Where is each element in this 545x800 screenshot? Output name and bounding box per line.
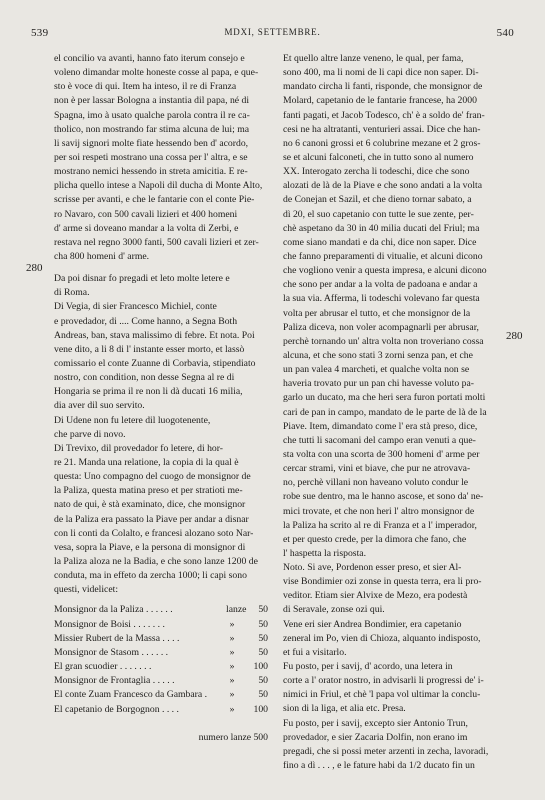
- text-line: un pan valea 4 marcheti, et qualche volta non se: [283, 364, 470, 376]
- text-line: garlo un ducato, ma che heri sera furon portati molti: [283, 392, 486, 404]
- text-line: Spagna, imo à usato qualche parola contra il re ca-: [54, 109, 250, 121]
- unit-label: lanze: [226, 604, 247, 616]
- left-page-number: 539: [31, 27, 49, 39]
- text-line: mici trovate, et che non heri l' altro monsignor de: [283, 505, 475, 517]
- text-line: sta volta con una scorta de 300 homeni d' arme per: [283, 448, 480, 460]
- text-line: cha 800 homeni d' arme.: [54, 250, 150, 262]
- unit-label: »: [229, 689, 235, 701]
- text-line: sion di la liga, et alia etc. Presa.: [283, 703, 406, 715]
- text-line: Di Udene non fu letere dil luogotenente,: [54, 414, 211, 426]
- text-line: chè aspetano da 30 in 40 milia ducati del Friul; ma: [283, 222, 480, 234]
- paragraph-pregadi: [54, 272, 268, 300]
- text-line: che fanno preparamenti di vitualie, et alcuni dicono: [283, 250, 483, 262]
- text-line: la Paliza aloza ne la Badia, e che sono lanze 1200 de: [54, 555, 258, 567]
- text-line: alozati de là de la Piave e che sono andati a la volta: [283, 180, 483, 192]
- unit-label: »: [229, 646, 235, 658]
- paragraph-vegia: [54, 300, 268, 413]
- unit-label: »: [229, 703, 235, 715]
- text-line: no, perchè villani non haveano voluto condur le: [283, 477, 469, 489]
- text-line: no 6 canoni grossi et 6 colubrine mezane et 2 gros-: [283, 137, 481, 149]
- commander-name: Monsignor de Boisi . . . . . . .: [54, 618, 165, 630]
- text-line: che tutti li sacomani del campo eran venuti a que-: [283, 434, 476, 446]
- text-line: Da poi disnar fo pregadi et leto molte letere e: [54, 273, 230, 285]
- text-line: Molard, capetanio de le fantarie francese, ha 2000: [283, 95, 477, 107]
- text-line: veditor. Etiam sier Alvixe de Mezo, era podestà: [283, 590, 468, 602]
- text-line: la Paliza ha scrito al re di Franza et a l' imperador,: [283, 519, 477, 531]
- unit-label: »: [229, 661, 235, 673]
- text-line: questa: Uno compagno del cuogo de monsignor de: [54, 471, 251, 483]
- text-line: pregadi, che si possi meter arzenti in zecha, lavoradi,: [283, 745, 489, 757]
- unit-label: »: [229, 675, 235, 687]
- text-line: perchè tornando un' altra volta non troveriano cossa: [283, 335, 484, 347]
- text-line: Vene eri sier Andrea Bondimier, era capetanio: [283, 618, 462, 630]
- text-line: Hongaria se prima il re non li dà ducati 16 milia,: [54, 386, 243, 398]
- lance-count: 50: [258, 689, 268, 701]
- text-line: restava nel regno 3000 fanti, 500 cavali lizieri et zer-: [54, 236, 259, 248]
- text-line: scrisse per avanti, e che le fantarie con el conte Pie-: [54, 194, 255, 206]
- text-line: fino a dì . . . , e le fature habi da 1/2 ducato fin un: [283, 760, 475, 772]
- text-line: alcuna, et che sono stati 3 zorni senza pan, et che: [283, 349, 473, 361]
- paragraph-udene: [54, 414, 268, 442]
- unit-label: »: [229, 632, 235, 644]
- text-line: l' haspetta la risposta.: [283, 547, 366, 559]
- left-column: [54, 52, 268, 745]
- text-line: nostro, con condition, non desse Segna al re di: [54, 372, 235, 384]
- text-line: Noto. Si ave, Pordenon esser preso, et sier Al-: [283, 562, 462, 574]
- text-line: voleno dimandar molte honeste cosse al papa, e que-: [54, 67, 259, 79]
- text-line: non è per lassar Bologna a instantia dil papa, né di: [54, 95, 250, 107]
- text-line: conduta, ma in effeto da zercha 1000; li capi sono: [54, 570, 247, 582]
- commander-name: El gran scuodier . . . . . . .: [54, 661, 152, 673]
- left-margin-note: 280: [26, 262, 43, 274]
- text-line: nato de qui, è stà examinato, dice, che monsignor: [54, 499, 246, 511]
- lance-count: 50: [258, 632, 268, 644]
- lance-count: 50: [258, 646, 268, 658]
- text-line: haveria trovato pur un pan chi havesse voluto pa-: [283, 378, 474, 390]
- text-line: provedador, e sier Zacaria Dolfin, non erano im: [283, 731, 468, 743]
- text-line: se et alcuni falconeti, che in tutto sono al numero: [283, 151, 474, 163]
- text-line: di Roma.: [54, 287, 90, 299]
- text-line: tholico, non mostrando far stima alcuna de lui; ma: [54, 123, 250, 135]
- text-line: dì 20, el suo capetanio con tutte le sue zente, per-: [283, 208, 474, 220]
- text-line: et per questo crede, per la dimora che fano, che: [283, 533, 467, 545]
- text-line: vene dito, a li 8 di l' instante esser morto, et lassò: [54, 343, 245, 355]
- text-line: corte a l' orator nostro, in advisarli li progressi de' i-: [283, 675, 484, 687]
- commander-name: Monsignor de Frontaglia . . . . .: [54, 675, 175, 687]
- text-line: la sua via. Afferma, li todeschi volevano far questa: [283, 293, 480, 305]
- running-title: MDXI, SETTEMBRE.: [224, 27, 321, 37]
- right-margin-note: 280: [506, 330, 523, 342]
- text-line: Fu posto, per i savij, d' acordo, una letera in: [283, 661, 453, 673]
- right-column: [283, 52, 497, 773]
- table-row: [54, 618, 268, 632]
- text-line: sto è voce di qui. Item ha inteso, il re di Franza: [54, 81, 237, 93]
- commander-name: Missier Rubert de la Massa . . . .: [54, 632, 180, 644]
- lance-count: 50: [258, 604, 268, 616]
- commander-name: El conte Zuam Francesco da Gambara .: [54, 689, 208, 701]
- text-line: la Paliza, questa matina preso et per stratioti me-: [54, 485, 243, 497]
- text-line: dia aver dil suo servito.: [54, 400, 145, 412]
- table-row: [54, 646, 268, 660]
- text-line: Paliza diceva, non voler acompagnarli per abrusar,: [283, 321, 479, 333]
- text-line: vesa, sopra la Piave, e la persona di monsignor di: [54, 541, 246, 553]
- text-line: re 21. Manda una relatione, la copia di la qual è: [54, 456, 239, 468]
- commander-name: Monsignor da la Paliza . . . . . .: [54, 604, 173, 616]
- lance-count: 50: [258, 675, 268, 687]
- text-line: cesi ne ha altratanti, venturieri assai. Dice che han-: [283, 123, 481, 135]
- text-line: de la Paliza era passato la Piave per andar a disnar: [54, 513, 249, 525]
- text-line: per soi respeti mostrano una cossa per l' altra, e se: [54, 151, 248, 163]
- text-line: Di Vegia, di sier Francesco Michiel, conte: [54, 301, 217, 313]
- table-row: [54, 688, 268, 702]
- text-line: che sono per andar a la volta de padoana e andar a: [283, 279, 478, 291]
- commander-name: El capetanio de Borgognon . . . .: [54, 703, 179, 715]
- text-line: come siano mandati e da chi, dice non saper. Dice: [283, 236, 477, 248]
- text-line: zeneral im Po, vien di Chioza, alquanto indisposto,: [283, 632, 481, 644]
- text-line: che vogliono venir a questa impresa, e alcuni dicono: [283, 265, 487, 277]
- unit-label: »: [229, 618, 235, 630]
- text-line: cari de pan in campo, mandato de le parte de là de la: [283, 406, 487, 418]
- text-line: mostrano nemici hessendo in streta amicitia. E re-: [54, 166, 248, 178]
- text-line: robe sue dentro, ma le hanno ascose, et sono da' ne-: [283, 491, 484, 503]
- lance-total: numero lanze 500: [198, 731, 268, 743]
- lance-count: 100: [253, 703, 268, 715]
- text-line: Fu posto, per i savij, excepto sier Antonio Trun,: [283, 717, 468, 729]
- table-row: [54, 632, 268, 646]
- text-line: sono 400, ma li nomi de li capi dice non saper. Di-: [283, 67, 479, 79]
- table-row: [54, 603, 268, 617]
- paragraph-trevixo: [54, 442, 268, 598]
- paragraph-gap: [54, 264, 268, 272]
- lance-count: 50: [258, 618, 268, 630]
- text-line: Andreas, ban, stava malissimo di febre. Et nota. Poi: [54, 329, 255, 341]
- text-line: d' arme si doveano mandar a la volta di Zerbi, e: [54, 222, 239, 234]
- text-line: che parve di novo.: [54, 428, 126, 440]
- text-line: questi, videlicet:: [54, 584, 119, 596]
- text-line: e provedador, di .... Come hanno, a Segna Both: [54, 315, 238, 327]
- text-line: comissario el conte Zuanne di Corbavia, stipendiato: [54, 357, 256, 369]
- text-line: Piave. Item, dimandato come l' era stà preso, dice,: [283, 420, 478, 432]
- table-row: [54, 674, 268, 688]
- text-line: de Conejan et Sazil, et che dieno tornar sabato, a: [283, 194, 472, 206]
- text-line: ro Navaro, con 500 cavali lizieri et 400 homeni: [54, 208, 238, 220]
- commander-name: Monsignor de Stasom . . . . . .: [54, 646, 169, 658]
- text-line: XX. Interogato zercha li todeschi, dice che sono: [283, 166, 470, 178]
- text-line: di Seravale, zonse ozi qui.: [283, 604, 385, 616]
- lance-count: 100: [253, 661, 268, 673]
- text-line: cercar strami, vini et biave, che pur ne atrovava-: [283, 463, 471, 475]
- lance-table: [54, 603, 268, 717]
- text-line: li savij signori molte fiate hessendo ben d' acordo,: [54, 137, 249, 149]
- paragraph-concilio: [54, 52, 268, 264]
- text-line: fanti pagati, et Jacob Todesco, ch' è a soldo de' fran-: [283, 109, 485, 121]
- text-line: et fui a visitarlo.: [283, 646, 347, 658]
- text-line: con li conti da Colalto, e francesi alozano soto Nar-: [54, 527, 254, 539]
- text-line: plicha quello intese a Napoli dil ducha di Monte Alto,: [54, 180, 263, 192]
- table-row: [54, 660, 268, 674]
- text-line: volta per abrusar el tutto, et che monsignor de la: [283, 307, 471, 319]
- text-line: Di Trevixo, dil provedador fo letere, di hor-: [54, 442, 224, 454]
- table-row: [54, 703, 268, 717]
- text-line: mandato circha li fanti, risponde, che monsignor de: [283, 81, 483, 93]
- text-line: el concilio va avanti, hanno fato iterum consejo e: [54, 53, 245, 64]
- text-line: nimici in Friul, et chè 'l papa vol ultimar la conclu-: [283, 689, 481, 701]
- text-line: Et quello altre lanze veneno, le qual, per fama,: [283, 53, 464, 64]
- text-line: vise Bondimier ozi zonse in questa terra, era li pro-: [283, 576, 482, 588]
- right-page-number: 540: [496, 27, 514, 39]
